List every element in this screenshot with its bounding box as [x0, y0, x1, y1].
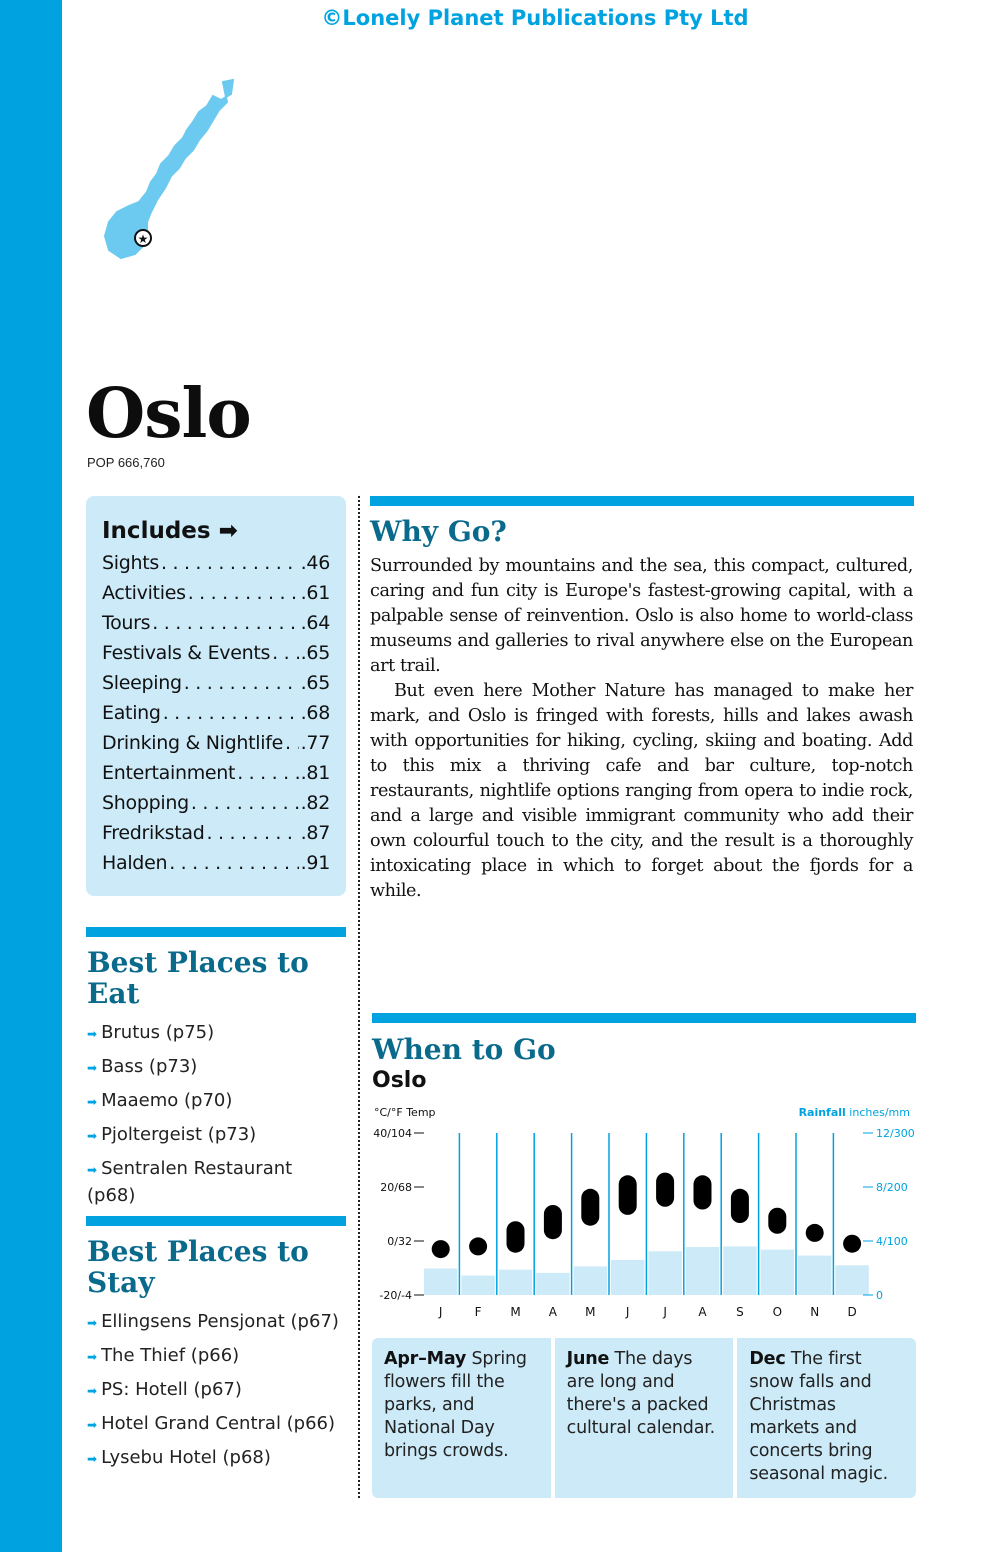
list-item-label: PS: Hotell (p67) — [101, 1379, 242, 1400]
arrow-right-icon: ➡ — [87, 1095, 98, 1109]
rainfall-bar — [499, 1270, 532, 1295]
chart-city-label: Oslo — [372, 1068, 427, 1093]
why-go-rule — [370, 496, 914, 506]
includes-item[interactable] — [102, 548, 330, 578]
includes-item-label: Entertainment — [102, 762, 236, 784]
best-stay-title: Best Places to Stay — [87, 1235, 309, 1299]
temp-tick-label: 40/104 — [373, 1127, 412, 1140]
month-label: D — [847, 1305, 857, 1319]
includes-item-label: Tours — [102, 612, 151, 634]
month-label: N — [810, 1305, 820, 1319]
list-item-label: Hotel Grand Central (p66) — [101, 1413, 336, 1434]
leader-dots — [191, 788, 299, 818]
includes-item-page: .64 — [300, 612, 330, 634]
list-item-label: Lysebu Hotel (p68) — [101, 1447, 271, 1468]
leader-dots — [161, 548, 299, 578]
arrow-right-icon: ➡ — [87, 1163, 98, 1177]
includes-title: Includes ➡ — [102, 518, 238, 544]
best-stay-list — [87, 1309, 349, 1479]
includes-item[interactable] — [102, 788, 330, 818]
list-item-label: Pjoltergeist (p73) — [101, 1124, 257, 1145]
rain-tick-label: 8/200 — [876, 1181, 908, 1194]
arrow-right-icon: ➡ — [87, 1027, 98, 1041]
list-item[interactable] — [87, 1309, 349, 1336]
includes-item-page: .65 — [300, 672, 330, 694]
list-item[interactable] — [87, 1054, 337, 1081]
arrow-right-icon: ➡ — [87, 1418, 98, 1432]
includes-item-label: Drinking & Nightlife — [102, 732, 284, 754]
includes-item[interactable] — [102, 758, 330, 788]
climate-chart — [370, 1102, 916, 1324]
when-to-go-rule — [372, 1013, 916, 1023]
season-june: June The days are long and there's a packed cultural calendar. — [555, 1338, 734, 1498]
rainfall-bar — [424, 1269, 457, 1295]
includes-item-label: Fredrikstad — [102, 822, 205, 844]
includes-list — [102, 548, 330, 878]
arrow-right-icon: ➡ — [87, 1129, 98, 1143]
rain-tick-label: 0 — [876, 1289, 883, 1302]
includes-item-page: .87 — [300, 822, 330, 844]
month-label: F — [474, 1305, 482, 1319]
list-item[interactable] — [87, 1088, 337, 1115]
why-go-paragraph-2: But even here Mother Nature has managed to make her mark, and Oslo is fringed with forests, hills and lakes awash with opportunities for hiking, cycling, skiing and boating. Add to this mix a thriving cafe and bar culture, top-notch restaurants, nightlife options ranging from opera to indie rock, and a large and visible immigrant community who add their own colourful touch to the city, and the result is a thoroughly intoxicating place in which to forget about the fjords for a while. — [370, 681, 913, 901]
month-label: A — [548, 1305, 558, 1319]
includes-item-page: .65 — [300, 642, 330, 664]
page-title: Oslo — [86, 374, 251, 454]
month-label: M — [510, 1305, 521, 1319]
includes-item-label: Eating — [102, 702, 161, 724]
leader-dots — [207, 818, 299, 848]
rainfall-bar — [461, 1276, 494, 1295]
leader-dots — [152, 608, 298, 638]
season-panels — [372, 1338, 916, 1498]
rainfall-axis-label: Rainfall inches/mm — [798, 1106, 910, 1119]
includes-item[interactable] — [102, 698, 330, 728]
includes-item[interactable] — [102, 848, 330, 878]
when-to-go-title: When to Go — [372, 1033, 556, 1066]
list-item[interactable] — [87, 1411, 349, 1438]
leader-dots — [285, 728, 299, 758]
rainfall-bar — [723, 1246, 756, 1295]
temp-tick-label: 20/68 — [380, 1181, 412, 1194]
why-go-title: Why Go? — [370, 515, 507, 548]
temp-tick-label: -20/-4 — [379, 1289, 412, 1302]
list-item-label: Maaemo (p70) — [101, 1090, 233, 1111]
rainfall-bar — [648, 1251, 681, 1295]
month-label: J — [625, 1305, 630, 1319]
list-item-label: Ellingsens Pensjonat (p67) — [101, 1311, 339, 1332]
leader-dots — [163, 698, 299, 728]
list-item-label: The Thief (p66) — [101, 1345, 240, 1366]
includes-item[interactable] — [102, 668, 330, 698]
includes-item[interactable] — [102, 818, 330, 848]
best-eat-list — [87, 1020, 337, 1216]
includes-item-label: Halden — [102, 852, 168, 874]
star-icon: ★ — [137, 232, 149, 246]
temp-tick-label: 0/32 — [387, 1235, 412, 1248]
leader-dots — [169, 848, 298, 878]
includes-item-page: .82 — [300, 792, 330, 814]
month-label: A — [698, 1305, 707, 1319]
temp-axis-label: °C/°F Temp — [374, 1106, 436, 1119]
list-item-label: Sentralen Restaurant (p68) — [87, 1158, 293, 1206]
list-item[interactable] — [87, 1445, 349, 1472]
norway-silhouette — [105, 80, 233, 258]
includes-item-page: .68 — [300, 702, 330, 724]
list-item[interactable] — [87, 1343, 349, 1370]
why-go-text — [370, 554, 913, 904]
rainfall-bar — [611, 1260, 644, 1295]
month-label: J — [663, 1305, 667, 1319]
list-item-label: Bass (p73) — [101, 1056, 198, 1077]
leader-dots — [237, 758, 298, 788]
list-item[interactable] — [87, 1020, 337, 1047]
month-label: J — [438, 1305, 443, 1319]
arrow-right-icon: ➡ — [87, 1316, 98, 1330]
rainfall-bar — [536, 1273, 569, 1295]
best-eat-title: Best Places to Eat — [87, 946, 309, 1010]
month-label: S — [736, 1305, 744, 1319]
rainfall-bar — [761, 1250, 794, 1295]
includes-item-label: Festivals & Events — [102, 642, 271, 664]
includes-item-page: .81 — [300, 762, 330, 784]
month-label: O — [772, 1305, 783, 1319]
rainfall-bar — [798, 1256, 831, 1295]
eat-rule — [86, 927, 346, 937]
season-dec: Dec The first snow falls and Christmas markets and concerts bring seasonal magic. — [737, 1338, 916, 1498]
list-item-label: Brutus (p75) — [101, 1022, 215, 1043]
arrow-right-icon: ➡ — [87, 1350, 98, 1364]
month-label: M — [585, 1305, 596, 1319]
column-divider — [358, 496, 360, 1498]
includes-item[interactable] — [102, 608, 330, 638]
includes-item[interactable] — [102, 578, 330, 608]
includes-item-label: Sleeping — [102, 672, 182, 694]
list-item[interactable] — [87, 1156, 337, 1209]
includes-item[interactable] — [102, 638, 330, 668]
norway-locator-map — [95, 72, 245, 267]
rain-tick-label: 4/100 — [876, 1235, 908, 1248]
copyright-notice: ©Lonely Planet Publications Pty Ltd — [321, 6, 749, 30]
includes-item-label: Sights — [102, 552, 159, 574]
includes-item-label: Shopping — [102, 792, 189, 814]
rainfall-bar — [835, 1265, 868, 1295]
includes-item-label: Activities — [102, 582, 186, 604]
includes-item[interactable] — [102, 728, 330, 758]
rainfall-bar — [686, 1247, 719, 1295]
list-item[interactable] — [87, 1122, 337, 1149]
rainfall-bar — [574, 1266, 607, 1295]
arrow-right-icon: ➡ — [87, 1452, 98, 1466]
rain-tick-label: 12/300 — [876, 1127, 915, 1140]
population: POP 666,760 — [87, 455, 165, 470]
includes-item-page: .61 — [300, 582, 330, 604]
arrow-right-icon: ➡ — [87, 1061, 98, 1075]
stay-rule — [86, 1216, 346, 1226]
includes-item-page: .46 — [300, 552, 330, 574]
leader-dots — [272, 638, 299, 668]
left-accent-bar — [0, 0, 62, 1552]
includes-item-page: .91 — [300, 852, 330, 874]
includes-box — [86, 496, 346, 896]
list-item[interactable] — [87, 1377, 349, 1404]
arrow-right-icon: ➡ — [87, 1384, 98, 1398]
includes-item-page: .77 — [300, 732, 330, 754]
leader-dots — [188, 578, 299, 608]
arrow-right-icon: ➡ — [218, 518, 238, 544]
why-go-paragraph-1: Surrounded by mountains and the sea, this compact, cultured, caring and fun city is Europe's fastest-growing capital, with a palpable sense of reinvention. Oslo is also home to world-class museums and galleries to rival anywhere else on the European art trail. — [370, 556, 913, 676]
leader-dots — [184, 668, 299, 698]
season-apr-may: Apr–May Spring flowers fill the parks, and National Day brings crowds. — [372, 1338, 551, 1498]
